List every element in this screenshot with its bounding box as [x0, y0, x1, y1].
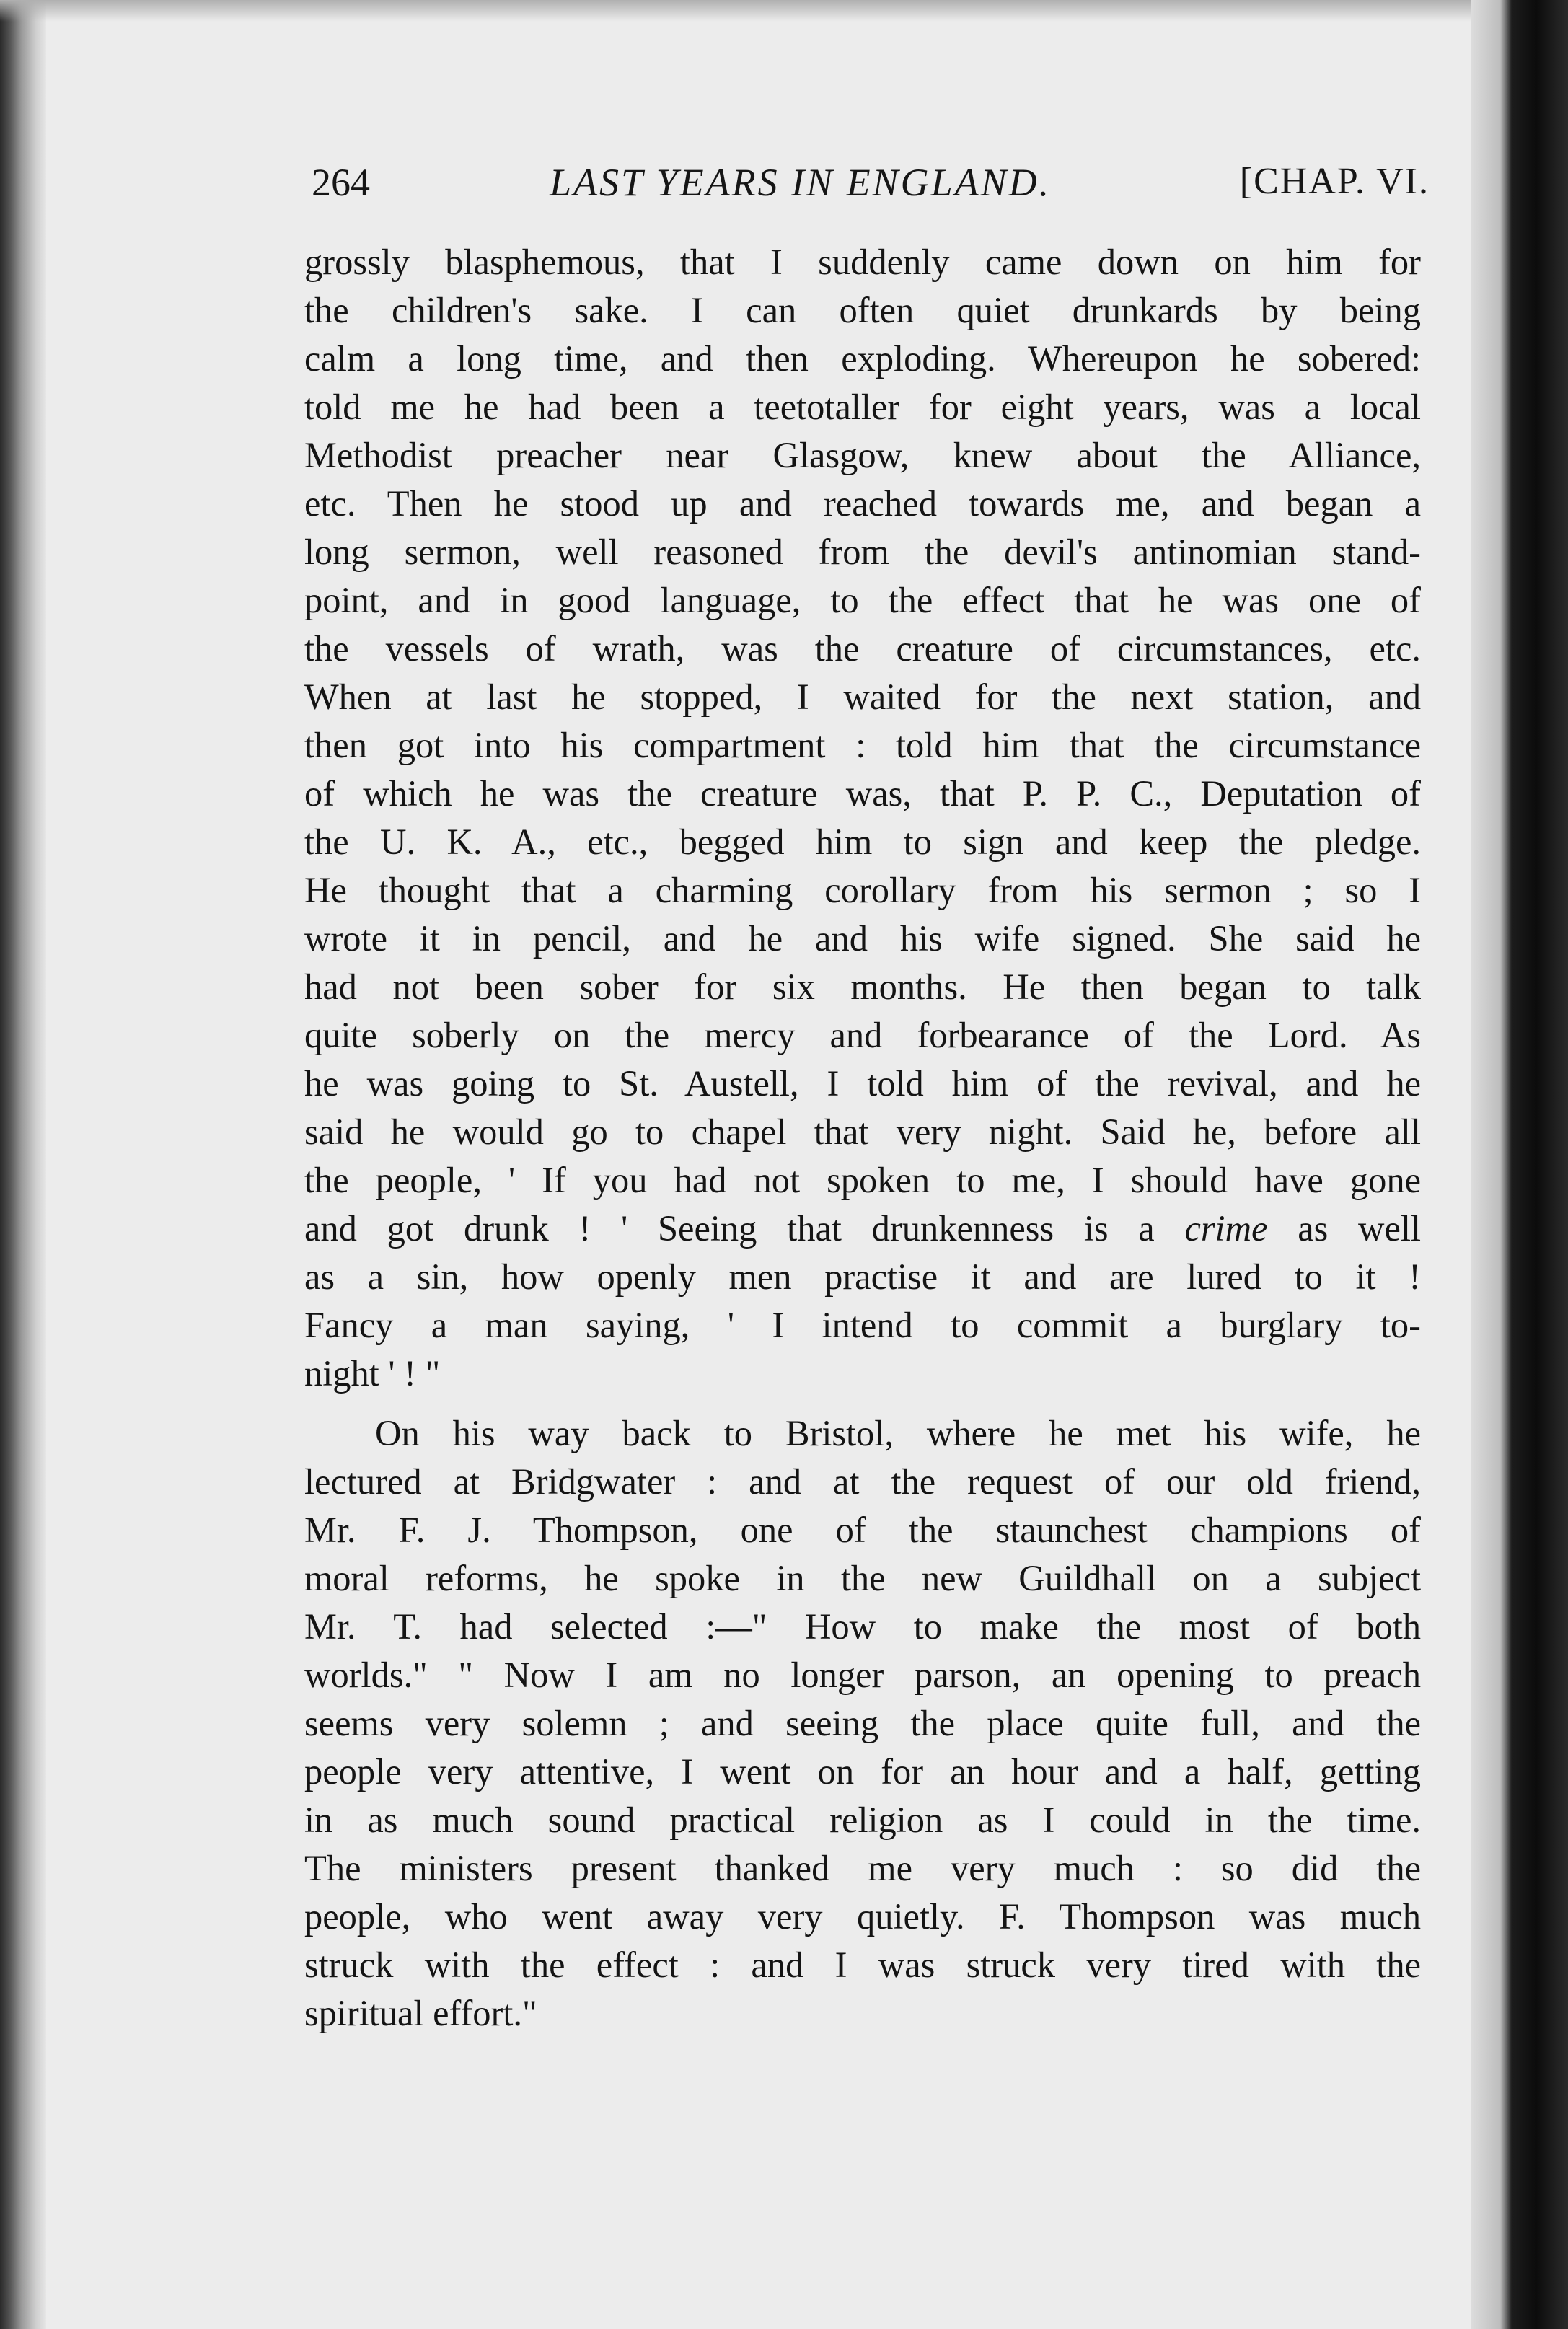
page-right-edge	[1471, 0, 1568, 2329]
text-line: He thought that a charming corollary from his sermon ; so I	[304, 870, 1421, 910]
text-line: The ministers present thanked me very much : so did the	[304, 1848, 1421, 1888]
text-line: When at last he stopped, I waited for the next station, and	[304, 677, 1421, 717]
text-line: as a sin, how openly men practise it and are lured to it !	[304, 1256, 1421, 1297]
text-line: etc. Then he stood up and reached towards me, and began a	[304, 483, 1421, 524]
text-line: seems very solemn ; and seeing the place quite full, and the	[304, 1703, 1421, 1743]
line-start: and got drunk ! ' Seeing that drunkenness is a	[304, 1208, 1155, 1249]
text-line: worlds." " Now I am no longer parson, an opening to preach	[304, 1655, 1421, 1695]
text-line: long sermon, well reasoned from the devil's antinomian stand-	[304, 532, 1421, 572]
text-line: On his way back to Bristol, where he met his wife, he	[375, 1413, 1421, 1453]
text-line: calm a long time, and then exploding. Whereupon he sobered:	[304, 338, 1421, 379]
paragraph-1	[304, 238, 1421, 1398]
text-line: point, and in good language, to the effect that he was one of	[304, 580, 1421, 620]
text-line: moral reforms, he spoke in the new Guildhall on a subject	[304, 1558, 1421, 1598]
text-line: Mr. T. had selected :—" How to make the most of both	[304, 1606, 1421, 1647]
text-line: people, who went away very quietly. F. Thompson was much	[304, 1896, 1421, 1937]
text-line: struck with the effect : and I was struck very tired with the	[304, 1945, 1421, 1985]
text-line: people very attentive, I went on for an hour and a half, getting	[304, 1751, 1421, 1792]
text-line: told me he had been a teetotaller for eight years, was a local	[304, 387, 1421, 427]
chapter-reference: [CHAP. VI.	[1239, 161, 1430, 202]
text-line: of which he was the creature was, that P. P. C., Deputation of	[304, 773, 1421, 814]
text-line: the people, ' If you had not spoken to me, I should have gone	[304, 1160, 1421, 1200]
page-top-shadow	[0, 0, 1568, 22]
emphasized-word: crime	[1184, 1208, 1268, 1249]
page-number: 264	[312, 161, 370, 204]
text-line: the U. K. A., etc., begged him to sign and keep the pledge.	[304, 822, 1421, 862]
text-line: lectured at Bridgwater : and at the request of our old friend,	[304, 1461, 1421, 1502]
text-line: the children's sake. I can often quiet drunkards by being	[304, 290, 1421, 330]
text-line: Methodist preacher near Glasgow, knew about the Alliance,	[304, 435, 1421, 475]
text-line: in as much sound practical religion as I could in the time.	[304, 1800, 1421, 1840]
text-line: he was going to St. Austell, I told him of the revival, and he	[304, 1063, 1421, 1104]
body-text	[304, 238, 1421, 2038]
text-line: night ' ! "	[304, 1353, 441, 1394]
text-line: Fancy a man saying, ' I intend to commit a burglary to-	[304, 1305, 1421, 1345]
text-line-with-emphasis	[304, 1205, 1421, 1253]
text-line: spiritual effort."	[304, 1993, 537, 2033]
running-title: LAST YEARS IN ENGLAND.	[550, 161, 1052, 204]
line-end: as well	[1298, 1208, 1422, 1249]
text-line: grossly blasphemous, that I suddenly came down on him for	[304, 242, 1421, 282]
paragraph-2	[304, 1409, 1421, 2038]
text-line: said he would go to chapel that very night. Said he, before all	[304, 1111, 1421, 1152]
text-line: had not been sober for six months. He then began to talk	[304, 967, 1421, 1007]
text-line: the vessels of wrath, was the creature of circumstances, etc.	[304, 628, 1421, 669]
text-line: quite soberly on the mercy and forbearance of the Lord. As	[304, 1015, 1421, 1055]
text-line: wrote it in pencil, and he and his wife signed. She said he	[304, 918, 1421, 959]
book-spine-shadow	[0, 0, 46, 2329]
text-line: then got into his compartment : told him that the circumstance	[304, 725, 1421, 765]
running-head	[312, 160, 1430, 225]
text-line: Mr. F. J. Thompson, one of the staunchest champions of	[304, 1510, 1421, 1550]
